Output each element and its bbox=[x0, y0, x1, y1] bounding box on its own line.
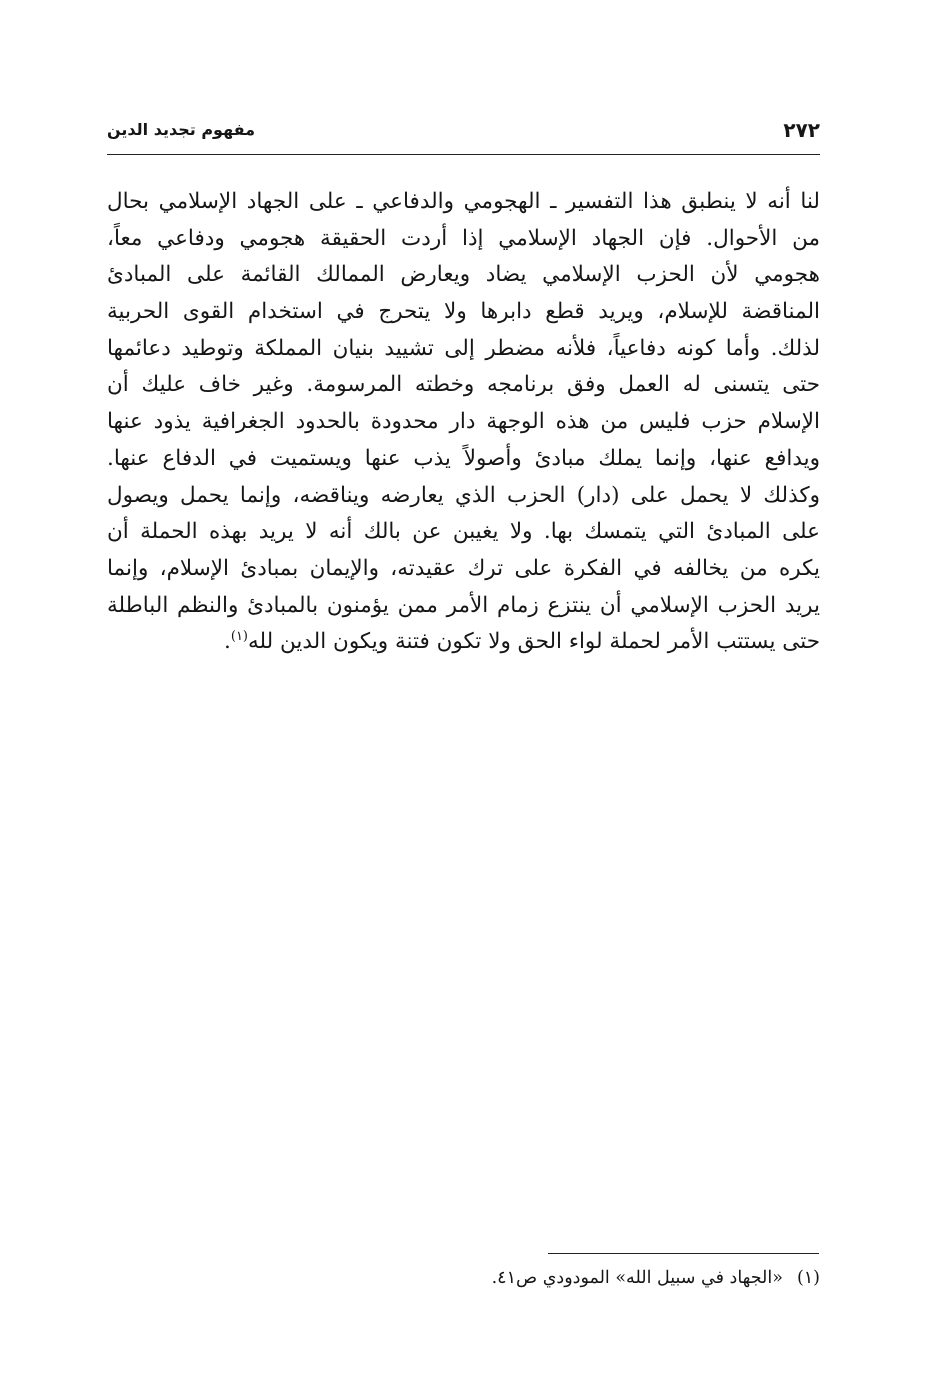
body-line: حتى يتسنى له العمل وفق برنامجه وخطته المرسومة. وغير خاف عليك أن bbox=[107, 372, 820, 398]
body-line: يريد الحزب الإسلامي أن ينتزع زمام الأمر ممن يؤمنون بالمبادئ والنظم الباطلة bbox=[107, 592, 820, 618]
footnote-text: «الجهاد في سبيل الله» المودودي ص٤١. bbox=[491, 1268, 783, 1288]
footnote-rule bbox=[548, 1253, 819, 1254]
running-title: مفهوم تجديد الدين bbox=[107, 120, 256, 139]
body-line: لذلك. وأما كونه دفاعياً، فلأنه مضطر إلى تشييد بنيان المملكة وتوطيد دعائمها bbox=[107, 335, 820, 361]
header-rule bbox=[107, 154, 820, 155]
last-line-end: . bbox=[224, 629, 231, 655]
body-line: من الأحوال. فإن الجهاد الإسلامي إذا أردت الحقيقة هجومي ودفاعي معاً، bbox=[107, 225, 820, 251]
body-line: الإسلام حزب فليس من هذه الوجهة دار محدودة بالحدود الجغرافية يذود عنها bbox=[107, 409, 820, 435]
footnote bbox=[492, 1268, 820, 1288]
page-header bbox=[107, 112, 820, 154]
body-line: على المبادئ التي يتمسك بها. ولا يغيبن عن بالك أنه لا يريد بهذه الحملة أن bbox=[107, 519, 820, 545]
footnote-number: (١) bbox=[796, 1268, 820, 1288]
body-line: لنا أنه لا ينطبق هذا التفسير ـ الهجومي والدفاعي ـ على الجهاد الإسلامي بحال bbox=[107, 189, 820, 214]
body-line-last bbox=[107, 624, 820, 661]
last-line-text: حتى يستتب الأمر لحملة لواء الحق ولا تكون فتنة ويكون الدين لله bbox=[248, 629, 820, 655]
page-number: ٢٧٢ bbox=[783, 118, 820, 142]
body-line: المناقضة للإسلام، ويريد قطع دابرها ولا يتحرج في استخدام القوى الحربية bbox=[107, 299, 820, 325]
body-line: ويدافع عنها، وإنما يملك مبادئ وأصولاً يذب عنها ويستميت في الدفاع عنها. bbox=[107, 445, 820, 471]
body-text bbox=[107, 184, 820, 661]
footnote-marker: (١) bbox=[230, 629, 248, 645]
body-line: يكره من يخالفه في الفكرة على ترك عقيدته، والإيمان بمبادئ الإسلام، وإنما bbox=[107, 555, 820, 581]
body-line: وكذلك لا يحمل على (دار) الحزب الذي يعارضه ويناقضه، وإنما يحمل ويصول bbox=[107, 482, 820, 508]
body-line: هجومي لأن الحزب الإسلامي يضاد ويعارض الممالك القائمة على المبادئ bbox=[107, 262, 820, 288]
